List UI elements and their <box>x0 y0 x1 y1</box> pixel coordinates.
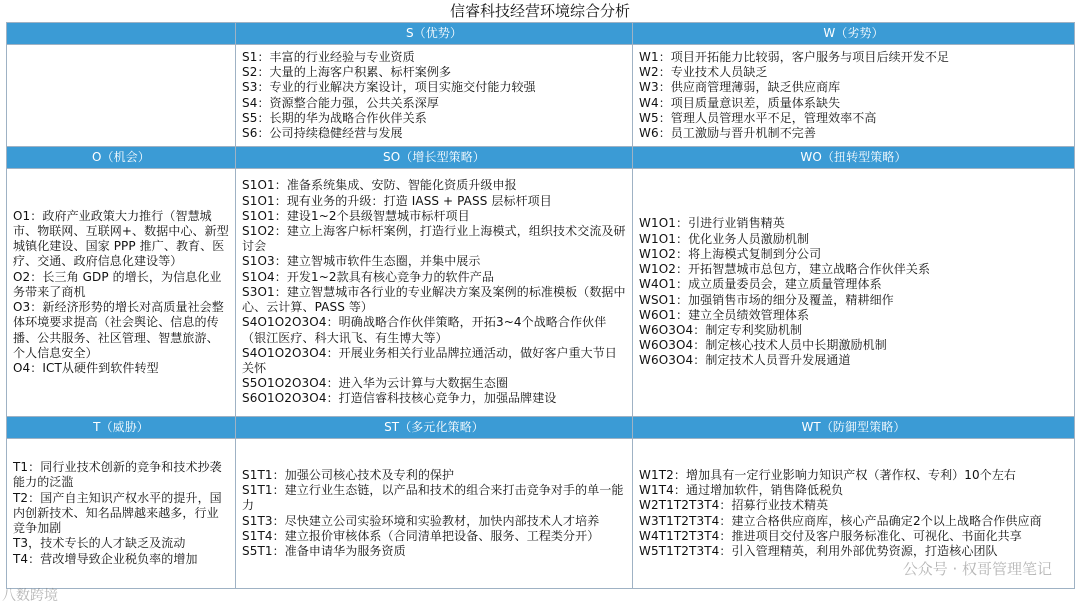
so-strategy-item: S5O1O2O3O4：进入华为云计算与大数据生态圈 <box>242 376 509 391</box>
wo-strategies-cell <box>633 169 1075 417</box>
st-strategy-item: S1T4：建立报价审核体系（合同清单把设备、服务、工程类分开） <box>242 528 600 543</box>
threat-item: T4：营改增导致企业税负率的增加 <box>13 551 198 566</box>
wo-strategy-item: W1O1：优化业务人员激励机制 <box>639 231 810 246</box>
so-strategy-item: S1O2：建立上海客户标杆案例，打造行业上海模式，组织技术交流及研讨会 <box>242 224 626 254</box>
wt-header: WT（防御型策略） <box>633 417 1075 439</box>
so-strategy-item: S4O1O2O3O4：开展业务相关行业品牌拉通活动，做好客户重大节日关怀 <box>242 345 617 375</box>
watermark-corner: 八数跨境 <box>2 588 58 604</box>
so-strategy-item: S1O4：开发1~2款具有核心竞争力的软件产品 <box>242 269 494 284</box>
header-row-o <box>7 147 1075 169</box>
strength-item: S5：长期的华为战略合作伙伴关系 <box>242 110 427 125</box>
wo-strategy-item: W1O2：将上海模式复制到分公司 <box>639 246 822 261</box>
wo-strategy-item: W1O2：开拓智慧城市总包方，建立战略合作伙伴关系 <box>639 262 931 277</box>
wt-strategy-item: W2T1T2T3T4：招募行业技术精英 <box>639 498 829 513</box>
strength-item: S4：资源整合能力强，公共关系深厚 <box>242 95 439 110</box>
weakness-item: W6：员工激励与晋升机制不完善 <box>639 125 817 140</box>
strengths-cell <box>236 45 633 147</box>
wt-strategy-item: W4T1T2T3T4：推进项目交付及客户服务标准化、可视化、书面化共享 <box>639 528 1022 543</box>
wt-strategy-item: W1T4：通过增加软件，销售降低税负 <box>639 483 844 498</box>
so-header: SO（增长型策略） <box>236 147 633 169</box>
threat-item: T3，技术专长的人才缺乏及流动 <box>13 536 186 551</box>
strength-item: S2：大量的上海客户积累、标杆案例多 <box>242 65 452 80</box>
wo-strategy-item: WSO1：加强销售市场的细分及覆盖，精耕细作 <box>639 292 894 307</box>
so-strategy-item: S1O1：建设1~2个县级智慧城市标杆项目 <box>242 208 470 223</box>
weakness-item: W3：供应商管理薄弱，缺乏供应商库 <box>639 80 841 95</box>
so-strategies-cell <box>236 169 633 417</box>
st-strategies-cell <box>236 439 633 589</box>
wo-strategy-item: W4O1：成立质量委员会，建立质量管理体系 <box>639 277 882 292</box>
opportunity-item: O2：长三角 GDP 的增长，为信息化业务带来了商机 <box>13 269 222 299</box>
st-strategy-item: S1T1：加强公司核心技术及专利的保护 <box>242 467 455 482</box>
st-strategy-item: S1T3：尽快建立公司实验环境和实验教材，加快内部技术人才培养 <box>242 513 600 528</box>
strength-item: S6：公司持续稳健经营与发展 <box>242 125 403 140</box>
weaknesses-cell <box>633 45 1075 147</box>
threats-header: T（威胁） <box>7 417 236 439</box>
wo-strategy-item: W6O3O4：制定专利奖励机制 <box>639 322 803 337</box>
row-sw-content <box>7 45 1075 147</box>
weakness-item: W4：项目质量意识差，质量体系缺失 <box>639 95 841 110</box>
wo-strategy-item: W6O3O4：制定技术人员晋升发展通道 <box>639 353 851 368</box>
opportunities-cell <box>7 169 236 417</box>
so-strategy-item: S4O1O2O3O4：明确战略合作伙伴策略，开拓3~4个战略合作伙伴（银江医疗、科大讯飞、有生博大等） <box>242 315 607 345</box>
wt-strategy-item: W1T2：增加具有一定行业影响力知识产权（著作权、专利）10个左右 <box>639 467 1017 482</box>
page-title: 信睿科技经营环境综合分析 <box>449 2 630 20</box>
so-strategy-item: S1O1：现有业务的升级：打造 IASS + PASS 层标杆项目 <box>242 193 552 208</box>
opportunities-header: O（机会） <box>7 147 236 169</box>
weakness-item: W1：项目开拓能力比较弱，客户服务与项目后续开发不足 <box>639 49 950 64</box>
so-strategy-item: S3O1：建立智慧城市各行业的专业解决方案及案例的标准模板（数据中心、云计算、PASS 等） <box>242 284 626 315</box>
header-row-sw <box>7 23 1075 45</box>
st-strategy-item: S5T1：准备申请华为服务资质 <box>242 543 406 558</box>
watermark-main: 公众号 · 权哥管理笔记 <box>902 560 1052 578</box>
opportunity-item: O3：新经济形势的增长对高质量社会整体环境要求提高（社会舆论、信息的传播、公共服务、社区管理、智慧旅游、个人信息安全） <box>13 300 224 360</box>
st-strategy-item: S1T1：建立行业生态链，以产品和技术的组合来打击竞争对手的单一能力 <box>242 483 624 513</box>
so-strategy-item: S6O1O2O3O4：打造信睿科技核心竞争力，加强品牌建设 <box>242 391 557 406</box>
weaknesses-header: W（劣势） <box>633 23 1075 45</box>
wt-strategy-item: W5T1T2T3T4：引入管理精英，利用外部优势资源，打造核心团队 <box>639 543 998 558</box>
strength-item: S3：专业的行业解决方案设计，项目实施交付能力较强 <box>242 80 536 95</box>
strengths-header: S（优势） <box>236 23 633 45</box>
wo-strategy-item: W6O3O4：制定核心技术人员中长期激励机制 <box>639 338 887 353</box>
blank-cell <box>7 45 236 147</box>
weakness-item: W5：管理人员管理水平不足，管理效率不高 <box>639 110 877 125</box>
row-o-content <box>7 169 1075 417</box>
weakness-item: W2：专业技术人员缺乏 <box>639 65 768 80</box>
threat-item: T2：国产自主知识产权水平的提升，国内创新技术、知名品牌越来越多，行业竞争加剧 <box>13 490 222 536</box>
strength-item: S1：丰富的行业经验与专业资质 <box>242 49 415 64</box>
opportunity-item: O4：ICT从硬件到软件转型 <box>13 360 159 375</box>
wo-header: WO（扭转型策略） <box>633 147 1075 169</box>
corner-header-cell <box>7 23 236 45</box>
threats-cell <box>7 439 236 589</box>
so-strategy-item: S1O3：建立智城市软件生态圈，并集中展示 <box>242 254 481 269</box>
wt-strategy-item: W3T1T2T3T4：建立合格供应商库，核心产品确定2个以上战略合作供应商 <box>639 513 1042 528</box>
opportunity-item: O1：政府产业政策大力推行（智慧城市、物联网、互联网+、数据中心、新型城镇化建设、国家 PPP 推广、教育、医疗、交通、政府信息化建设等） <box>13 208 229 269</box>
st-header: ST（多元化策略） <box>236 417 633 439</box>
header-row-t <box>7 417 1075 439</box>
so-strategy-item: S1O1：准备系统集成、安防、智能化资质升级申报 <box>242 178 517 193</box>
wo-strategy-item: W1O1：引进行业销售精英 <box>639 216 785 231</box>
threat-item: T1：同行业技术创新的竞争和技术抄袭能力的泛滥 <box>13 460 222 490</box>
wo-strategy-item: W6O1：建立全员绩效管理体系 <box>639 307 810 322</box>
swot-table <box>6 22 1075 589</box>
